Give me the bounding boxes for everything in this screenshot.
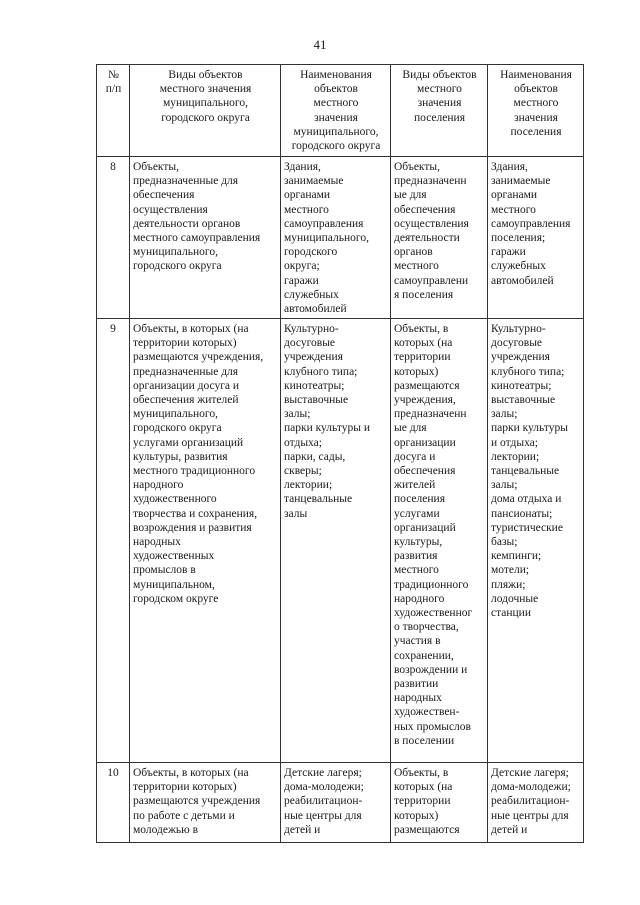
- cell-text-line: которых): [394, 365, 439, 378]
- cell-text-line: досуговые: [284, 337, 336, 350]
- cell-text-line: выставочные: [284, 394, 349, 407]
- cell-text-line: обеспечения жителей: [133, 394, 239, 407]
- cell-text-line: кинотеатры;: [284, 379, 345, 392]
- cell-text-line: п/п: [105, 83, 122, 96]
- cell-text-line: я поселения: [394, 288, 454, 301]
- cell-text-line: гаражи: [491, 246, 526, 259]
- cell-text-line: народного: [394, 592, 445, 605]
- cell-text-line: кемпинги;: [491, 550, 542, 563]
- cell-text-line: органами: [491, 189, 538, 202]
- cell-text-line: возрождении и: [394, 663, 468, 676]
- cell-text-line: осуществления: [394, 217, 469, 230]
- cell-object-kind-district: [130, 319, 281, 763]
- cell-text-line: территории: [394, 795, 451, 808]
- cell-text-line: жителей: [394, 479, 436, 492]
- cell-text-line: предназначенн: [394, 175, 467, 188]
- cell-text-line: лектории;: [491, 450, 540, 463]
- cell-text-line: отдыха;: [284, 436, 322, 449]
- cell-text-line: сохранении,: [394, 649, 454, 662]
- cell-text-line: поселения;: [491, 232, 546, 245]
- cell-text-line: поселения: [414, 111, 465, 124]
- cell-text-line: городского округа: [133, 260, 222, 273]
- cell-text-line: развитии: [394, 678, 439, 691]
- cell-text-line: Объекты, в: [394, 323, 449, 335]
- cell-text-line: обеспечения: [394, 203, 456, 216]
- cell-text-line: залы;: [491, 408, 518, 421]
- table-header-row: [97, 65, 584, 157]
- cell-text-line: предназначенн: [394, 408, 467, 421]
- cell-text-line: Наименования: [300, 69, 372, 81]
- cell-text-line: дома отдыха и: [491, 493, 562, 506]
- cell-text-line: городского округа: [133, 422, 222, 435]
- cell-text-line: залы;: [491, 479, 518, 492]
- cell-text-line: местного: [491, 203, 536, 216]
- cell-object-name-district: [281, 763, 391, 843]
- cell-text-line: территории которых): [133, 781, 237, 794]
- cell-text-line: художественного: [133, 493, 217, 506]
- cell-text-line: залы: [284, 507, 308, 520]
- cell-text-line: обеспечения: [394, 465, 456, 478]
- cell-text-line: организации: [394, 436, 456, 449]
- cell-text-line: танцевальные: [491, 465, 560, 478]
- table-row: [97, 319, 584, 763]
- cell-text-line: ые для: [394, 422, 427, 435]
- cell-text-line: развития: [394, 550, 438, 563]
- cell-text-line: парки, сады,: [284, 450, 346, 463]
- cell-text-line: муниципальном,: [133, 578, 215, 591]
- cell-text-line: гаражи: [284, 274, 319, 287]
- cell-text-line: служебных: [491, 260, 546, 273]
- cell-text-line: автомобилей: [284, 303, 347, 316]
- cell-text-line: Детские лагеря;: [491, 767, 569, 779]
- cell-text-line: танцевальные: [284, 493, 353, 506]
- cell-text-line: городского округа: [161, 111, 250, 124]
- cell-text-line: значения: [417, 97, 462, 110]
- cell-text-line: деятельности: [394, 232, 460, 245]
- cell-text-line: местного традиционного: [133, 465, 256, 478]
- cell-text-line: кинотеатры;: [491, 379, 552, 392]
- cell-text-line: занимаемые: [284, 175, 344, 188]
- cell-object-kind-district: [130, 763, 281, 843]
- cell-text-line: Виды объектов: [168, 69, 243, 81]
- cell-text-line: местного: [394, 260, 439, 273]
- cell-text-line: учреждения: [491, 351, 550, 364]
- cell-text-line: художественных: [133, 550, 215, 563]
- row-number: 9: [97, 319, 130, 763]
- cell-text-line: муниципального,: [133, 408, 218, 421]
- cell-text-line: досуговые: [491, 337, 543, 350]
- row-number: 10: [97, 763, 130, 843]
- cell-text-line: лектории;: [284, 479, 333, 492]
- cell-text-line: осуществления: [133, 203, 208, 216]
- cell-text-line: муниципального,: [293, 125, 379, 138]
- cell-text-line: Культурно-: [284, 323, 339, 335]
- cell-text-line: пансионаты;: [491, 507, 553, 520]
- cell-text-line: деятельности органов: [133, 217, 241, 230]
- cell-text-line: которых (на: [394, 337, 453, 350]
- header-cell-object-kind-settlement: [391, 65, 488, 157]
- cell-text-line: парки культуры и: [284, 422, 370, 435]
- cell-text-line: клубного типа;: [491, 365, 565, 378]
- cell-text-line: народных: [394, 692, 442, 705]
- cell-text-line: и отдыха;: [491, 436, 538, 449]
- cell-text-line: местного: [394, 564, 439, 577]
- cell-text-line: культуры, развития: [133, 450, 228, 463]
- cell-object-name-district: [281, 157, 391, 319]
- cell-text-line: Объекты, в которых (на: [133, 767, 249, 779]
- cell-text-line: служебных: [284, 288, 339, 301]
- cell-text-line: поселения: [394, 493, 445, 506]
- cell-text-line: городского округа: [291, 140, 381, 153]
- cell-object-kind-settlement: [391, 763, 488, 843]
- cell-text-line: самоуправления: [284, 217, 364, 230]
- cell-text-line: участия в: [394, 635, 441, 648]
- cell-text-line: обеспечения: [133, 189, 195, 202]
- header-cell-object-kind-district: [130, 65, 281, 157]
- cell-text-line: реабилитацион-: [491, 795, 570, 808]
- cell-text-line: №: [108, 69, 119, 81]
- cell-text-line: залы;: [284, 408, 311, 421]
- cell-text-line: объектов: [514, 83, 558, 96]
- cell-text-line: услугами организаций: [133, 436, 244, 449]
- cell-text-line: ые для: [394, 189, 427, 202]
- cell-text-line: органов: [394, 246, 433, 259]
- cell-object-kind-settlement: [391, 157, 488, 319]
- cell-text-line: самоуправления: [491, 217, 571, 230]
- cell-text-line: народных: [133, 536, 181, 549]
- cell-text-line: органами: [284, 189, 331, 202]
- cell-text-line: детей и: [284, 823, 321, 836]
- cell-text-line: местного: [513, 97, 559, 110]
- cell-text-line: реабилитацион-: [284, 795, 363, 808]
- cell-text-line: народного: [133, 479, 184, 492]
- cell-object-kind-settlement: [391, 319, 488, 763]
- cell-text-line: автомобилей: [491, 274, 554, 287]
- cell-text-line: Здания,: [491, 161, 528, 173]
- cell-text-line: ных промыслов: [394, 720, 471, 733]
- cell-text-line: Здания,: [284, 161, 321, 173]
- cell-text-line: Объекты,: [394, 161, 440, 173]
- cell-text-line: мотели;: [491, 564, 530, 577]
- cell-text-line: занимаемые: [491, 175, 551, 188]
- cell-text-line: Виды объектов: [402, 69, 477, 81]
- table-row: [97, 157, 584, 319]
- cell-text-line: Детские лагеря;: [284, 767, 362, 779]
- cell-text-line: станции: [491, 607, 531, 620]
- cell-text-line: Объекты, в: [394, 767, 449, 779]
- cell-text-line: ные центры для: [284, 809, 362, 822]
- cell-text-line: местного: [313, 97, 359, 110]
- header-cell-object-name-settlement: [488, 65, 584, 157]
- cell-text-line: городском округе: [133, 592, 219, 605]
- cell-text-line: значения: [314, 111, 358, 124]
- cell-text-line: городского: [284, 246, 338, 259]
- cell-text-line: объектов: [314, 83, 358, 96]
- cell-text-line: значения: [514, 111, 558, 124]
- cell-text-line: Культурно-: [491, 323, 546, 335]
- cell-text-line: размещаются учреждения: [133, 795, 261, 808]
- cell-text-line: культуры,: [394, 536, 443, 549]
- cell-text-line: возрождения и развития: [133, 521, 252, 534]
- cell-text-line: Объекты, в которых (на: [133, 323, 249, 335]
- cell-text-line: услугами: [394, 507, 440, 520]
- cell-text-line: местного значения: [159, 83, 252, 96]
- cell-text-line: муниципального,: [284, 232, 369, 245]
- cell-object-name-settlement: [488, 319, 584, 763]
- cell-object-name-district: [281, 319, 391, 763]
- cell-text-line: территории которых): [133, 337, 237, 350]
- header-cell-object-name-district: [281, 65, 391, 157]
- cell-text-line: о творчества,: [394, 621, 459, 634]
- cell-text-line: Наименования: [500, 69, 572, 81]
- cell-text-line: местного: [417, 83, 462, 96]
- cell-text-line: территории: [394, 351, 451, 364]
- cell-text-line: муниципального,: [163, 97, 248, 110]
- cell-text-line: лодочные: [491, 592, 539, 605]
- cell-text-line: которых): [394, 809, 439, 822]
- cell-object-name-settlement: [488, 157, 584, 319]
- cell-text-line: местного: [284, 203, 329, 216]
- cell-text-line: учреждения: [284, 351, 343, 364]
- cell-text-line: муниципального,: [133, 246, 218, 259]
- cell-text-line: скверы;: [284, 465, 322, 478]
- cell-text-line: художествен-: [394, 706, 460, 719]
- cell-text-line: туристические: [491, 521, 563, 534]
- cell-text-line: клубного типа;: [284, 365, 358, 378]
- cell-text-line: размещаются: [394, 379, 460, 392]
- cell-text-line: в поселении: [394, 734, 455, 747]
- cell-text-line: организаций: [394, 521, 456, 534]
- cell-text-line: дома-молодежи;: [284, 781, 364, 794]
- cell-text-line: Объекты,: [133, 161, 179, 173]
- cell-text-line: округа;: [284, 260, 320, 273]
- cell-text-line: выставочные: [491, 394, 556, 407]
- cell-text-line: промыслов в: [133, 564, 196, 577]
- cell-text-line: местного самоуправления: [133, 232, 261, 245]
- cell-text-line: которых (на: [394, 781, 453, 794]
- page-number: 41: [313, 37, 327, 52]
- cell-text-line: досуга и: [394, 450, 436, 463]
- table-row: [97, 763, 584, 843]
- cell-text-line: художественног: [394, 607, 473, 620]
- cell-text-line: традиционного: [394, 578, 469, 591]
- cell-text-line: учреждения,: [394, 394, 456, 407]
- header-cell-number: [97, 65, 130, 157]
- cell-object-name-settlement: [488, 763, 584, 843]
- cell-text-line: предназначенные для: [133, 175, 239, 188]
- cell-text-line: размещаются учреждения,: [133, 351, 264, 364]
- cell-text-line: ные центры для: [491, 809, 569, 822]
- cell-text-line: размещаются: [394, 823, 460, 836]
- cell-text-line: парки культуры: [491, 422, 568, 435]
- zoning-objects-table: [96, 64, 584, 843]
- cell-text-line: базы;: [491, 536, 518, 549]
- cell-text-line: молодежью в: [133, 823, 199, 836]
- cell-object-kind-district: [130, 157, 281, 319]
- cell-text-line: по работе с детьми и: [133, 809, 235, 822]
- cell-text-line: творчества и сохранения,: [133, 507, 258, 520]
- cell-text-line: предназначенные для: [133, 365, 239, 378]
- cell-text-line: самоуправлени: [394, 274, 469, 287]
- row-number: 8: [97, 157, 130, 319]
- cell-text-line: поселения: [510, 125, 562, 138]
- cell-text-line: организации досуга и: [133, 379, 240, 392]
- cell-text-line: дома-молодежи;: [491, 781, 571, 794]
- cell-text-line: детей и: [491, 823, 528, 836]
- cell-text-line: пляжи;: [491, 578, 526, 591]
